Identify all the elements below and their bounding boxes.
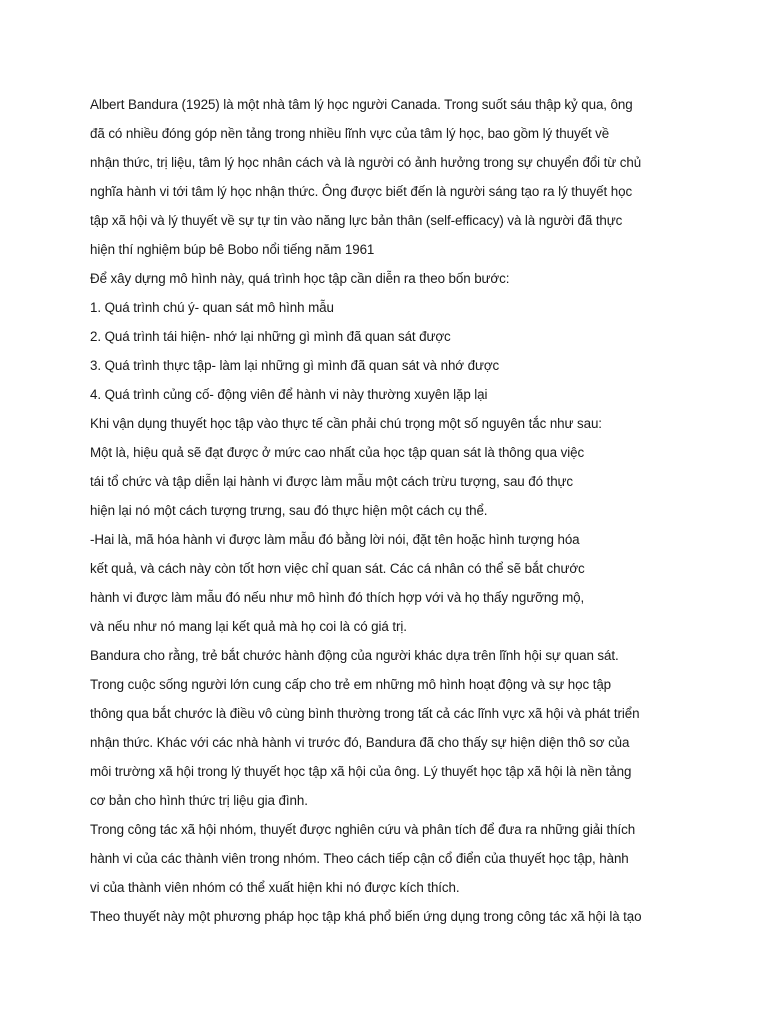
text-line: nhận thức, trị liệu, tâm lý học nhân cách và là người có ảnh hưởng trong sự chuyển đổi từ chủ [90, 155, 642, 170]
text-line: Trong cuộc sống người lớn cung cấp cho trẻ em những mô hình hoạt động và sự học tập [90, 677, 612, 692]
text-line: hành vi được làm mẫu đó nếu như mô hình đó thích hợp với và họ thấy ngưỡng mộ, [90, 590, 585, 605]
text-line: -Hai là, mã hóa hành vi được làm mẫu đó bằng lời nói, đặt tên hoặc hình tượng hóa [90, 532, 580, 547]
text-line: hiện thí nghiệm búp bê Bobo nổi tiếng năm 1961 [90, 242, 375, 257]
text-line: 2. Quá trình tái hiện- nhớ lại những gì mình đã quan sát được [90, 329, 451, 344]
text-line: và nếu như nó mang lại kết quả mà họ coi là có giá trị. [90, 619, 407, 634]
text-line: 1. Quá trình chú ý- quan sát mô hình mẫu [90, 300, 334, 315]
text-line: Một là, hiệu quả sẽ đạt được ở mức cao nhất của học tập quan sát là thông qua việc [90, 445, 585, 460]
text-line: kết quả, và cách này còn tốt hơn việc chỉ quan sát. Các cá nhân có thể sẽ bắt chước [90, 561, 585, 576]
text-line: 4. Quá trình củng cố- động viên để hành vi này thường xuyên lặp lại [90, 387, 488, 402]
text-line: Bandura cho rằng, trẻ bắt chước hành động của người khác dựa trên lĩnh hội sự quan sát. [90, 648, 619, 663]
text-line: vi của thành viên nhóm có thể xuất hiện khi nó được kích thích. [90, 880, 460, 895]
text-line: môi trường xã hội trong lý thuyết học tập xã hội của ông. Lý thuyết học tập xã hội là nền tảng [90, 764, 632, 779]
text-line: Khi vận dụng thuyết học tập vào thực tế cần phải chú trọng một số nguyên tắc như sau: [90, 416, 602, 431]
text-line: đã có nhiều đóng góp nền tảng trong nhiều lĩnh vực của tâm lý học, bao gồm lý thuyết về [90, 126, 610, 141]
text-line: Để xây dựng mô hình này, quá trình học tập cần diễn ra theo bốn bước: [90, 271, 510, 286]
text-line: hiện lại nó một cách tượng trưng, sau đó thực hiện một cách cụ thể. [90, 503, 488, 518]
text-line: nghĩa hành vi tới tâm lý học nhận thức. Ông được biết đến là người sáng tạo ra lý thuyết học [90, 184, 633, 199]
text-line: cơ bản cho hình thức trị liệu gia đình. [90, 793, 308, 808]
text-line: tái tổ chức và tập diễn lại hành vi được làm mẫu một cách trừu tượng, sau đó thực [90, 474, 574, 489]
text-line: 3. Quá trình thực tập- làm lại những gì mình đã quan sát và nhớ được [90, 358, 500, 373]
text-line: Trong công tác xã hội nhóm, thuyết được nghiên cứu và phân tích để đưa ra những giải thích [90, 822, 636, 837]
document-page [90, 90, 730, 931]
text-line: Theo thuyết này một phương pháp học tập khá phổ biến ứng dụng trong công tác xã hội là tạo [90, 909, 642, 924]
text-line: thông qua bắt chước là điều vô cùng bình thường trong tất cả các lĩnh vực xã hội và phát triển [90, 706, 640, 721]
text-line: tập xã hội và lý thuyết về sự tự tin vào năng lực bản thân (self-efficacy) và là người đã thực [90, 213, 623, 228]
text-line: Albert Bandura (1925) là một nhà tâm lý học người Canada. Trong suốt sáu thập kỷ qua, ông [90, 97, 633, 112]
text-line: nhận thức. Khác với các nhà hành vi trước đó, Bandura đã cho thấy sự hiện diện thô sơ của [90, 735, 630, 750]
text-line: hành vi của các thành viên trong nhóm. Theo cách tiếp cận cổ điển của thuyết học tập, hành [90, 851, 629, 866]
